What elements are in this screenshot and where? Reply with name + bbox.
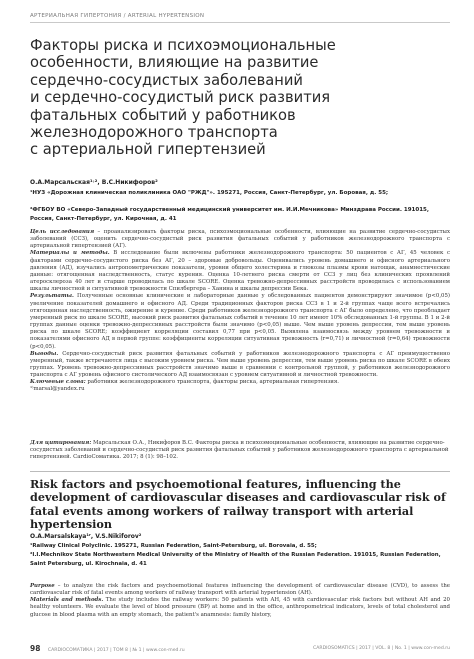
affiliation-en-1: ¹Railway Clinical Polyclinic. 195271, Russian Federation, Saint-Petersburg, ul. Borovaia, d. 55; <box>30 543 317 549</box>
title-line: Факторы риска и психоэмоциональные <box>30 37 336 54</box>
section-text: – to analyze the risk factors and psychoemotional features influencing the development of cardiovascular disease (CVD), to assess the cardiovascular risk of fatal events among workers of railway transport with arterial hypertension (AH). <box>30 583 450 597</box>
contact-email <box>30 386 450 393</box>
abstract-paragraph <box>30 250 450 293</box>
section-text: ¹⁾marsal@yandex.ru <box>30 386 85 393</box>
section-text: Сердечно-сосудистый риск развития фатальных событий у работников железнодорожного транспорта с АГ преимущественно умеренный, также встречаются лица с высоким уровнем риска. Чем выше уровень депрессии, тем выше уровень риска по шкале SCORE в обеих группах. Уровень тревожно-депрессивных расстройств значимо выше в сравнении с контрольной группой, у работников железнодорожного транспорта с АГ уровень офисного систолического АД взаимосвязан с уровнем ситуативной и личностной тревожности. <box>30 350 450 379</box>
footer-left: CARDIOСОМАТИКА | 2017 | ТОМ 8 | № 1 | www.con-med.ru <box>47 648 185 653</box>
section-text: работники железнодорожного транспорта, факторы риска, артериальная гипертензия. <box>85 379 339 386</box>
title-line: железнодорожного транспорта <box>30 124 278 142</box>
title-line: с артериальной гипертензией <box>30 141 266 159</box>
abstract-ru <box>30 229 450 394</box>
section-text: – проанализировать факторы риска, психоэмоциональные особенности, влияющие на развитие сердечно-сосудистых заболеваний (ССЗ), оценить сердечно-сосудистый риск развития фатальных событий у работников железнодорожного транспорта с артериальной гипертензией (АГ). <box>30 229 450 250</box>
page-footer <box>30 644 450 654</box>
running-head: АРТЕРИАЛЬНАЯ ГИПЕРТОНИЯ / ARTERIAL HYPERTENSION <box>30 10 450 23</box>
section-label: Выводы. <box>30 350 59 357</box>
affiliation-ru-2: ²ФГБОУ ВО «Северо-Западный государственный медицинский университет им. И.И.Мечникова» Минздрава России. 191015, Россия, Санкт-Петербург, ул. Кирочная, д. 41 <box>30 207 429 222</box>
title-line: особенности, влияющие на развитие <box>30 54 319 72</box>
abstract-paragraph <box>30 351 450 380</box>
footer-right: CARDIOSOMATICS | 2017 | VOL. 8 | No. 1 | www.con-med.ru <box>313 646 450 651</box>
title-line: фатальных событий у работников <box>30 106 296 124</box>
section-text: The study includes the railway workers: 50 patients with AH, 45 with cardiovascular risk factors but without AH and 20 healthy volunteers. We evaluate the level of blood pressure (BP) at home and in the office, anthropometrical indicators, levels of total cholesterol and glucose in blood plasma with an empty stomach, the patient's anamnesis: family history, <box>30 597 450 618</box>
abstract-en <box>30 583 450 619</box>
abstract-paragraph <box>30 229 450 250</box>
section-label: Ключевые слова: <box>30 379 86 386</box>
section-label: Purpose <box>30 583 55 589</box>
title-line: и сердечно-сосудистый риск развития <box>30 89 331 107</box>
abstract-paragraph <box>30 293 450 350</box>
authors-en: O.A.Marsalskaya¹ʳ, V.S.Nikiforov² <box>30 533 142 540</box>
affiliation-en-2: ²I.I.Mechnikov State Northwestern Medical University of the Ministry of Health of the Russian Federation. 191015, Russian Federation, Saint Petersburg, ul. Kirochnaia, d. 41 <box>30 552 441 567</box>
section-text: В исследование были включены работники железнодорожного транспорта: 50 пациентов с АГ, 45 человек с факторами сердечно-сосудистого риска без АГ, 20 – здоровые добровольцы. Оценивались уровень домашнего и офисного артериального давления (АД), изучались антропометрические показатели, уровни общего холестерина и глюкозы плазмы крови натощак, анамнестические данные: отягощенная наследственность, статус курения. Оценка 10-летнего риска смерти от ССЗ у лиц без клинических проявлений атеросклероза 40 лет и старше проводилась по шкале SCORE. Оценка тревожно-депрессивных расстройств проводилась с использованием шкалы личностной и ситуативной тревожности Спилбергера – Ханина и шкалы депрессии Бека. <box>30 250 450 293</box>
article-title-en: Risk factors and psychoemotional features, influencing the development of cardiovascular diseases and cardiovascular risk of fatal events among workers of railway transport with arterial hypertension <box>30 477 446 532</box>
section-label: Материалы и методы. <box>30 250 110 257</box>
section-label: Результаты. <box>30 293 74 300</box>
citation-text: Марсальская О.А., Никифоров В.С. Факторы риска и психоэмоциональные особенности, влияющие на развитие сердечно-сосудистых заболеваний и сердечно-сосудистый риск развития фатальных событий у работников железнодорожного транспорта с артериальной гипертензией. CardioСоматика. 2017; 8 (1): 98–102. <box>30 440 449 461</box>
authors-ru: О.А.Марсальская¹˒², В.С.Никифоров² <box>30 179 158 186</box>
section-label: Materials and methods. <box>30 597 104 604</box>
section-divider <box>30 471 450 472</box>
abstract-paragraph <box>30 583 450 597</box>
article-title-ru <box>30 37 450 159</box>
citation-ru <box>30 440 450 461</box>
section-text: Полученные основные клинические и лабораторные данные у обследованных пациентов демонстрируют значимое (р<0,05) увеличение показателей домашнего и офисного АД. Среди традиционных факторов риска ССЗ в 1 и 2-й группах чаще всего встречались отягощенная наследственность, ожирение и курение. Среди работников железнодорожного транспорта с АГ было определено, что преобладает умеренный риск по шкале SCORE, высокий риск развития фатальных событий в течение 10 лет имеют 10% обследованных 1-й группы. В 1 и 2-й группах данные оценки тревожно-депрессивных расстройств были значимо (р<0,05) выше. Чем выше уровень депрессии, тем выше уровень риска по шкале SCORE; коэффициент корреляции составил 0,77 при р<0,05. Выявлена взаимосвязь между уровнем тревожности и показателями офисного АД в первой группе: коэффициенты корреляции ситуативная тревожность (r=0,71) и личностной (r=0,64) тревожности (р<0,05). <box>30 293 450 350</box>
page-number: 98 <box>30 644 41 653</box>
affiliation-ru-1: ¹НУЗ «Дорожная клиническая поликлиника ОАО "РЖД"». 195271, Россия, Санкт-Петербург, ул. Боровая, д. 55; <box>30 190 389 196</box>
abstract-paragraph <box>30 379 450 386</box>
section-label: Цель исследования <box>30 229 95 235</box>
citation-label: Для цитирования: <box>30 440 92 446</box>
title-line: сердечно-сосудистых заболеваний <box>30 71 303 89</box>
citation-paragraph <box>30 440 450 461</box>
abstract-paragraph <box>30 597 450 618</box>
